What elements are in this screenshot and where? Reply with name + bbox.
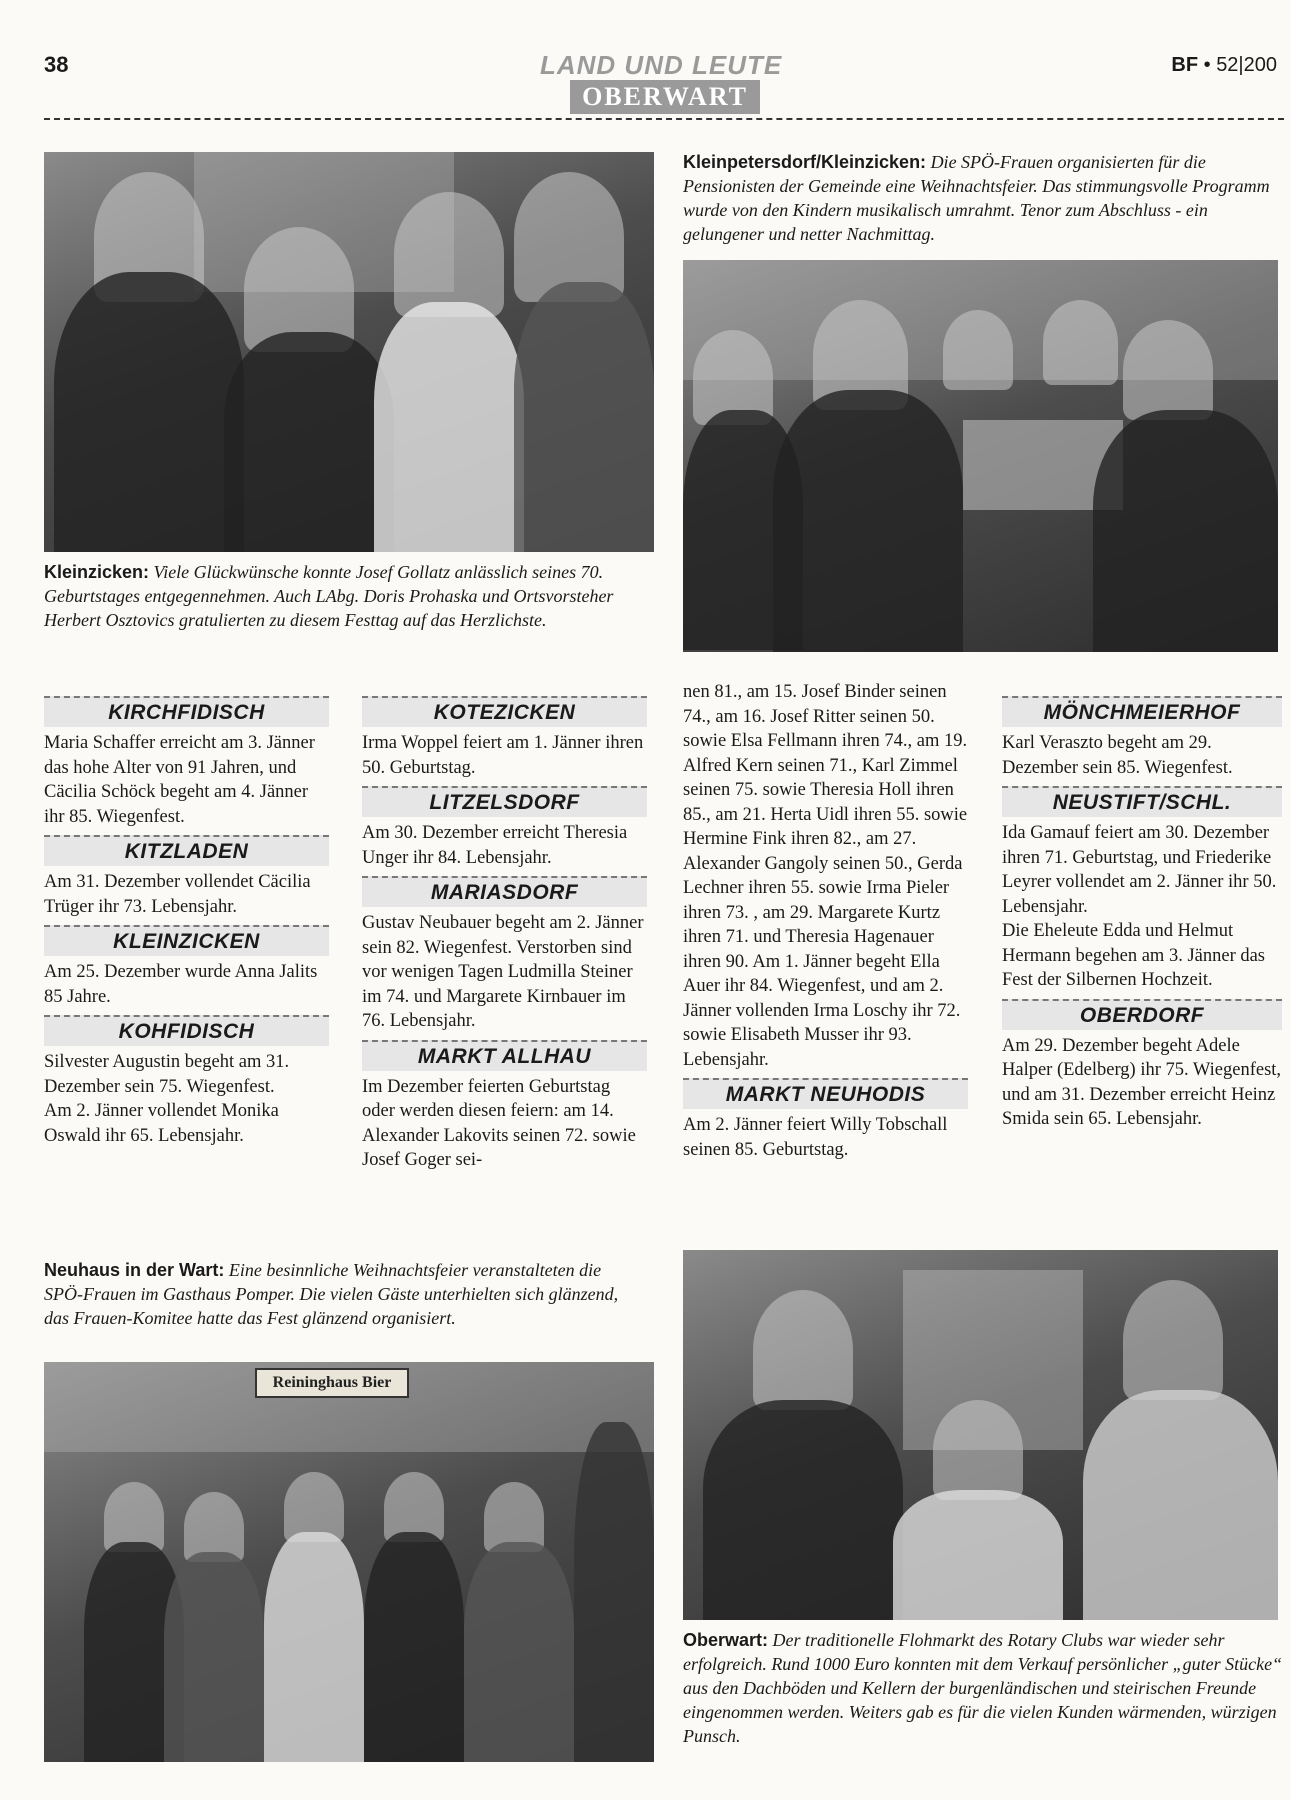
issue-info bbox=[1171, 54, 1277, 77]
column-1 bbox=[44, 690, 329, 1148]
caption-place: Kleinzicken: bbox=[44, 562, 150, 582]
caption-text: Die SPÖ-Frauen organisierten für die Pensionisten der Gemeinde eine Weihnachtsfeier. Das stimmungsvolle Programm wurde von den Kindern musikalisch umrahmt. Tenor zum Abschluss - ein gelungener und netter Nachmittag. bbox=[683, 152, 1270, 244]
column-heading: MARKT NEUHODIS bbox=[683, 1078, 968, 1109]
column-heading: KOTEZICKEN bbox=[362, 696, 647, 727]
caption-neuhaus bbox=[44, 1258, 644, 1330]
caption-text: Eine besinnliche Weihnachtsfeier veranstalteten die SPÖ-Frauen im Gasthaus Pomper. Die vielen Gäste unterhielten sich glänzend, das Frauen-Komitee hatte das Fest glänzend organisiert. bbox=[44, 1260, 619, 1328]
column-text: Im Dezember feierten Geburtstag oder werden diesen feiern: am 14. Alexander Lakovits seinen 72. sowie Josef Goger sei- bbox=[362, 1076, 636, 1170]
column-text: Ida Gamauf feiert am 30. Dezember ihren 71. Geburtstag, und Friederike Leyrer vollendet am 2. Jänner ihr 50. Lebensjahr. bbox=[1002, 823, 1277, 917]
caption-place: Oberwart: bbox=[683, 1630, 769, 1650]
header-divider bbox=[44, 118, 1284, 120]
section-title: LAND UND LEUTE bbox=[540, 50, 783, 80]
column-heading: KOHFIDISCH bbox=[44, 1015, 329, 1046]
caption-kleinzicken bbox=[44, 560, 644, 632]
issue-brand: BF bbox=[1171, 54, 1199, 76]
column-text: Karl Veraszto begeht am 29. Dezember sein 85. Wiegenfest. bbox=[1002, 733, 1233, 778]
column-4 bbox=[1002, 690, 1282, 1132]
reininghaus-sign: Reininghaus Bier bbox=[255, 1368, 409, 1398]
column-text: nen 81., am 15. Josef Binder seinen 74., am 16. Josef Ritter seinen 50. sowie Elsa Fellmann ihren 74., am 19. Alfred Kern seinen 71., Karl Zimmel seinen 75. sowie Theresia Holl ihren 85., am 21. Herta Uidl ihren 55. sowie Hermine Fink ihren 82., am 27. Alexander Gangoly seinen 50., Gerda Lechner ihren 55. sowie Irma Pieler ihren 73. , am 29. Margarete Kurtz ihren 71. und Theresia Hagenauer ihren 90. Am 1. Jänner begeht Ella Auer ihr 84. Wiegenfest, und am 2. Jänner vollenden Irma Loschy ihr 72. sowie Elisabeth Musser ihr 93. Lebensjahr. bbox=[683, 682, 968, 1070]
column-heading: KITZLADEN bbox=[44, 835, 329, 866]
caption-text: Der traditionelle Flohmarkt des Rotary Clubs war wieder sehr erfolgreich. Rund 1000 Euro konnten mit dem Verkauf persönlicher „guter Stücke“ aus den Dachböden und Kellern der burgenländischen und steirischen Freunde eingenommen werden. Weiters gab es für die vielen Kunden wärmenden, würzigen Punsch. bbox=[683, 1630, 1283, 1746]
column-text: Am 29. Dezember begeht Adele Halper (Edelberg) ihr 75. Wiegenfest, und am 31. Dezember erreicht Heinz Smida sein 65. Lebensjahr. bbox=[1002, 1035, 1282, 1129]
column-text: Silvester Augustin begeht am 31. Dezember sein 75. Wiegenfest. bbox=[44, 1052, 290, 1097]
column-text: Am 2. Jänner feiert Willy Tobschall seinen 85. Geburtstag. bbox=[683, 1115, 948, 1160]
column-heading: NEUSTIFT/SCHL. bbox=[1002, 786, 1282, 817]
column-heading: KIRCHFIDISCH bbox=[44, 696, 329, 727]
photo-kleinzicken bbox=[44, 152, 654, 552]
caption-place: Kleinpetersdorf/Kleinzicken: bbox=[683, 152, 927, 172]
column-text: Die Eheleute Edda und Helmut Hermann begehen am 3. Jänner das Fest der Silbernen Hochzeit. bbox=[1002, 921, 1266, 990]
column-heading: OBERDORF bbox=[1002, 999, 1282, 1030]
caption-kleinpetersdorf bbox=[683, 150, 1283, 246]
column-heading: MARKT ALLHAU bbox=[362, 1040, 647, 1071]
photo-neuhaus bbox=[44, 1362, 654, 1762]
issue-separator: • bbox=[1203, 54, 1211, 76]
column-text: Irma Woppel feiert am 1. Jänner ihren 50. Geburtstag. bbox=[362, 733, 644, 778]
region-title: OBERWART bbox=[582, 82, 748, 111]
column-text: Am 31. Dezember vollendet Cäcilia Trüger ihr 73. Lebensjahr. bbox=[44, 872, 311, 917]
caption-text: Viele Glückwünsche konnte Josef Gollatz anlässlich seines 70. Geburtstages entgegennehmen. Auch LAbg. Doris Prohaska und Ortsvorsteher Herbert Osztovics gratulierten zu diesem Festtag auf das Herzlichste. bbox=[44, 562, 614, 630]
column-text: Am 25. Dezember wurde Anna Jalits 85 Jahre. bbox=[44, 962, 318, 1007]
column-heading: LITZELSDORF bbox=[362, 786, 647, 817]
photo-oberwart bbox=[683, 1250, 1278, 1620]
column-heading: MARIASDORF bbox=[362, 876, 647, 907]
caption-place: Neuhaus in der Wart: bbox=[44, 1260, 225, 1280]
page-number: 38 bbox=[44, 52, 69, 77]
issue-number: 52|200 bbox=[1216, 54, 1277, 76]
caption-oberwart bbox=[683, 1628, 1283, 1748]
column-text: Gustav Neubauer begeht am 2. Jänner sein 82. Wiegenfest. Verstorben sind vor wenigen Tagen Ludmilla Steiner im 74. und Margarete Kirnbauer im 76. Lebensjahr. bbox=[362, 913, 644, 1031]
column-text: Maria Schaffer erreicht am 3. Jänner das hohe Alter von 91 Jahren, und Cäcilia Schöck begeht am 4. Jänner ihr 85. Wiegenfest. bbox=[44, 733, 315, 827]
column-text: Am 2. Jänner vollendet Monika Oswald ihr 65. Lebensjahr. bbox=[44, 1101, 279, 1146]
photo-kleinpetersdorf bbox=[683, 260, 1278, 652]
column-text: Am 30. Dezember erreicht Theresia Unger ihr 84. Lebensjahr. bbox=[362, 823, 628, 868]
column-3 bbox=[683, 680, 968, 1162]
column-2 bbox=[362, 690, 647, 1173]
column-heading: MÖNCHMEIERHOF bbox=[1002, 696, 1282, 727]
column-heading: KLEINZICKEN bbox=[44, 925, 329, 956]
